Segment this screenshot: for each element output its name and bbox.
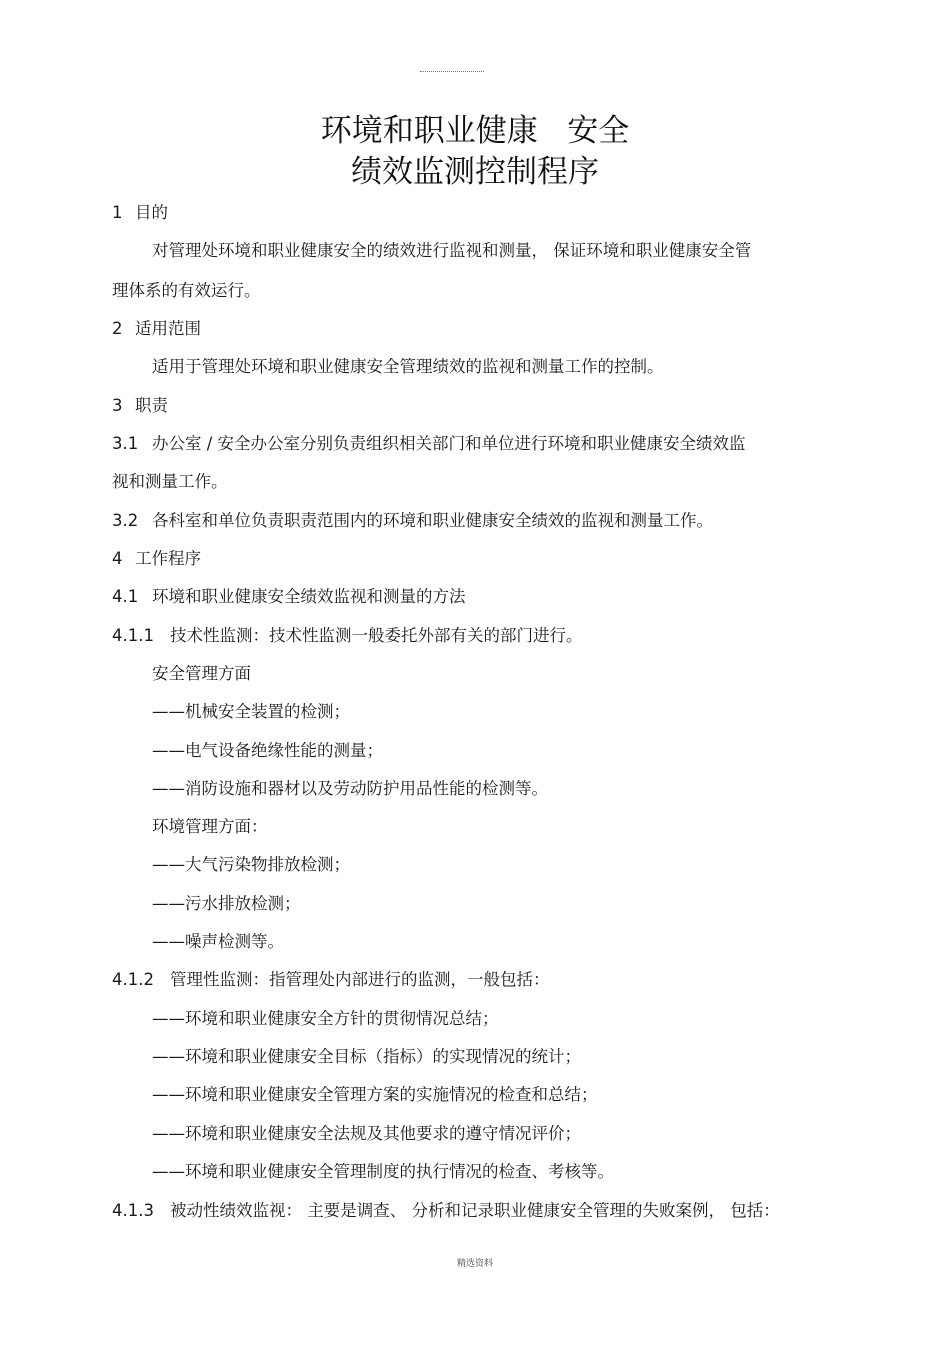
clause-line bbox=[112, 625, 583, 647]
section-heading-text: 适用范围 bbox=[135, 319, 201, 338]
clause-number: 4.1 bbox=[112, 587, 139, 606]
clause-text: 被动性绩效监视： 主要是调查、 分析和记录职业健康安全管理的失败案例， 包括： bbox=[170, 1201, 780, 1220]
section-heading-text: 职责 bbox=[135, 396, 168, 415]
list-item: ——环境和职业健康安全管理制度的执行情况的检查、考核等。 bbox=[152, 1162, 614, 1181]
clause-line bbox=[112, 433, 746, 455]
section-number: 4 bbox=[112, 549, 123, 568]
list-item: ——大气污染物排放检测； bbox=[152, 855, 350, 874]
clause-line bbox=[112, 1200, 780, 1222]
list-item: ——电气设备绝缘性能的测量； bbox=[152, 741, 383, 760]
clause-text: 技术性监测：技术性监测一般委托外部有关的部门进行。 bbox=[170, 626, 583, 645]
paragraph-line: 理体系的有效运行。 bbox=[112, 281, 261, 300]
section-heading bbox=[112, 548, 201, 570]
clause-text: 环境和职业健康安全绩效监视和测量的方法 bbox=[152, 587, 466, 606]
section-heading bbox=[112, 318, 201, 340]
clause-text: 各科室和单位负责职责范围内的环境和职业健康安全绩效的监视和测量工作。 bbox=[152, 511, 713, 530]
section-number: 2 bbox=[112, 319, 123, 338]
subheading-line: 环境管理方面： bbox=[152, 817, 268, 836]
list-item: ——噪声检测等。 bbox=[152, 932, 284, 951]
paragraph-line: 对管理处环境和职业健康安全的绩效进行监视和测量， 保证环境和职业健康安全管 bbox=[152, 241, 752, 260]
page-footer: 精选资料 bbox=[456, 1259, 493, 1269]
section-number: 1 bbox=[112, 203, 123, 222]
clause-line bbox=[112, 510, 713, 532]
list-item: ——环境和职业健康安全管理方案的实施情况的检查和总结； bbox=[152, 1085, 598, 1104]
paragraph-line: 视和测量工作。 bbox=[112, 472, 228, 491]
list-item: ——消防设施和器材以及劳动防护用品性能的检测等。 bbox=[152, 779, 548, 798]
doc-title-line2: 绩效监测控制程序 bbox=[351, 154, 599, 190]
clause-number: 4.1.3 bbox=[112, 1201, 154, 1220]
list-item: ——机械安全装置的检测； bbox=[152, 702, 350, 721]
clause-number: 4.1.2 bbox=[112, 970, 154, 989]
section-heading bbox=[112, 395, 168, 417]
list-item: ——环境和职业健康安全法规及其他要求的遵守情况评价； bbox=[152, 1124, 581, 1143]
list-item: ——环境和职业健康安全方针的贯彻情况总结； bbox=[152, 1009, 499, 1028]
clause-number: 4.1.1 bbox=[112, 626, 154, 645]
list-item: ——环境和职业健康安全目标（指标）的实现情况的统计； bbox=[152, 1047, 581, 1066]
clause-number: 3.2 bbox=[112, 511, 139, 530]
list-item: ——污水排放检测； bbox=[152, 894, 301, 913]
section-number: 3 bbox=[112, 396, 123, 415]
clause-line bbox=[112, 969, 550, 991]
section-heading-text: 工作程序 bbox=[135, 549, 201, 568]
header-rule bbox=[420, 71, 484, 72]
clause-number: 3.1 bbox=[112, 434, 139, 453]
paragraph-line: 适用于管理处环境和职业健康安全管理绩效的监视和测量工作的控制。 bbox=[152, 357, 664, 376]
section-heading-text: 目的 bbox=[135, 203, 168, 222]
subheading-line: 安全管理方面 bbox=[152, 664, 251, 683]
clause-text: 办公室 / 安全办公室分别负责组织相关部门和单位进行环境和职业健康安全绩效监 bbox=[152, 434, 746, 453]
clause-line bbox=[112, 586, 466, 608]
doc-title-line1: 环境和职业健康 安全 bbox=[320, 113, 630, 149]
section-heading bbox=[112, 202, 168, 224]
clause-text: 管理性监测：指管理处内部进行的监测，一般包括： bbox=[170, 970, 550, 989]
